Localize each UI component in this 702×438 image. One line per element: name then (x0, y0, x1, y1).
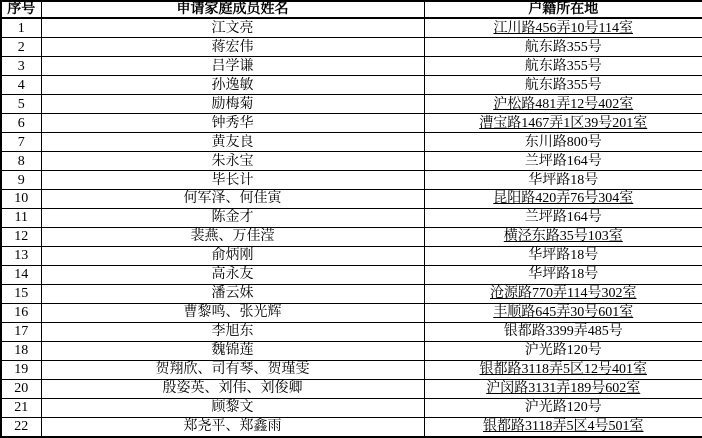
registration-address: 银都路3118弄5区12号401室 (424, 360, 702, 379)
table-row (1, 18, 702, 38)
member-names: 潘云妹 (41, 285, 424, 304)
registration-address: 漕宝路1467弄1区39号201室 (424, 114, 702, 133)
registration-address: 昆阳路420弄76号304室 (424, 190, 702, 209)
registration-address: 沪闵路3131弄189号602室 (424, 379, 702, 398)
registration-address: 沪光路120号 (424, 398, 702, 417)
registration-address: 华坪路18号 (424, 171, 702, 190)
table-row (1, 95, 702, 114)
registration-address: 丰顺路645弄30号601室 (424, 304, 702, 323)
row-number: 14 (1, 266, 41, 285)
table-row (1, 152, 702, 171)
member-names: 高永友 (41, 266, 424, 285)
table-row (1, 76, 702, 95)
row-number: 15 (1, 285, 41, 304)
table-row (1, 398, 702, 417)
registration-address: 航东路355号 (424, 76, 702, 95)
row-number: 8 (1, 152, 41, 171)
registration-address: 华坪路18号 (424, 247, 702, 266)
row-number: 22 (1, 417, 41, 437)
member-names: 吕学谦 (41, 57, 424, 76)
registration-address: 航东路355号 (424, 38, 702, 57)
registration-address: 东川路800号 (424, 133, 702, 152)
row-number: 17 (1, 322, 41, 341)
row-number: 10 (1, 190, 41, 209)
table-row (1, 285, 702, 304)
table-row (1, 171, 702, 190)
member-names: 殷姿英、刘伟、刘俊卿 (41, 379, 424, 398)
table-row (1, 114, 702, 133)
member-names: 何军泽、何佳寅 (41, 190, 424, 209)
registration-address: 银都路3399弄485号 (424, 322, 702, 341)
table-row (1, 247, 702, 266)
member-names: 陈金才 (41, 209, 424, 228)
row-number: 3 (1, 57, 41, 76)
member-names: 李旭东 (41, 322, 424, 341)
table-row (1, 133, 702, 152)
registration-address: 江川路456弄10号114室 (424, 18, 702, 38)
row-number: 20 (1, 379, 41, 398)
row-number: 18 (1, 341, 41, 360)
member-names: 曹黎鸣、张光辉 (41, 304, 424, 323)
row-number: 9 (1, 171, 41, 190)
table-row (1, 304, 702, 323)
row-number: 4 (1, 76, 41, 95)
table-row (1, 38, 702, 57)
col-header-address: 户籍所在地 (424, 1, 702, 18)
table-row (1, 209, 702, 228)
col-header-index: 序号 (1, 1, 41, 18)
member-names: 贺翔欣、司有琴、贺瑾雯 (41, 360, 424, 379)
member-names: 裴燕、万佳滢 (41, 228, 424, 247)
col-header-names: 申请家庭成员姓名 (41, 1, 424, 18)
row-number: 19 (1, 360, 41, 379)
row-number: 13 (1, 247, 41, 266)
table-row (1, 322, 702, 341)
member-names: 俞炳刚 (41, 247, 424, 266)
table-row (1, 266, 702, 285)
registration-address: 沪光路120号 (424, 341, 702, 360)
row-number: 1 (1, 18, 41, 38)
table-row (1, 190, 702, 209)
registration-address: 银都路3118弄5区4号501室 (424, 417, 702, 437)
row-number: 11 (1, 209, 41, 228)
table-row (1, 379, 702, 398)
member-names: 孙逸敏 (41, 76, 424, 95)
table-body (1, 18, 702, 437)
member-names: 朱永宝 (41, 152, 424, 171)
row-number: 5 (1, 95, 41, 114)
table-row (1, 57, 702, 76)
row-number: 7 (1, 133, 41, 152)
registration-address: 兰坪路164号 (424, 152, 702, 171)
member-names: 励梅菊 (41, 95, 424, 114)
registration-address: 沪松路481弄12号402室 (424, 95, 702, 114)
member-names: 魏锦莲 (41, 341, 424, 360)
member-names: 江文亮 (41, 18, 424, 38)
member-names: 钟秀华 (41, 114, 424, 133)
row-number: 6 (1, 114, 41, 133)
row-number: 12 (1, 228, 41, 247)
member-names: 郑尧平、郑鑫雨 (41, 417, 424, 437)
registration-address: 横泾东路35号103室 (424, 228, 702, 247)
registration-address: 兰坪路164号 (424, 209, 702, 228)
table-header (1, 1, 702, 18)
registration-address: 沧源路770弄114号302室 (424, 285, 702, 304)
registration-address: 航东路355号 (424, 57, 702, 76)
header-row (1, 1, 702, 18)
table-row (1, 341, 702, 360)
member-names: 顾黎文 (41, 398, 424, 417)
row-number: 21 (1, 398, 41, 417)
table-row (1, 417, 702, 437)
row-number: 16 (1, 304, 41, 323)
row-number: 2 (1, 38, 41, 57)
table-row (1, 228, 702, 247)
member-names: 蒋宏伟 (41, 38, 424, 57)
member-names: 黄友良 (41, 133, 424, 152)
member-names: 毕长计 (41, 171, 424, 190)
table-row (1, 360, 702, 379)
registration-address: 华坪路18号 (424, 266, 702, 285)
